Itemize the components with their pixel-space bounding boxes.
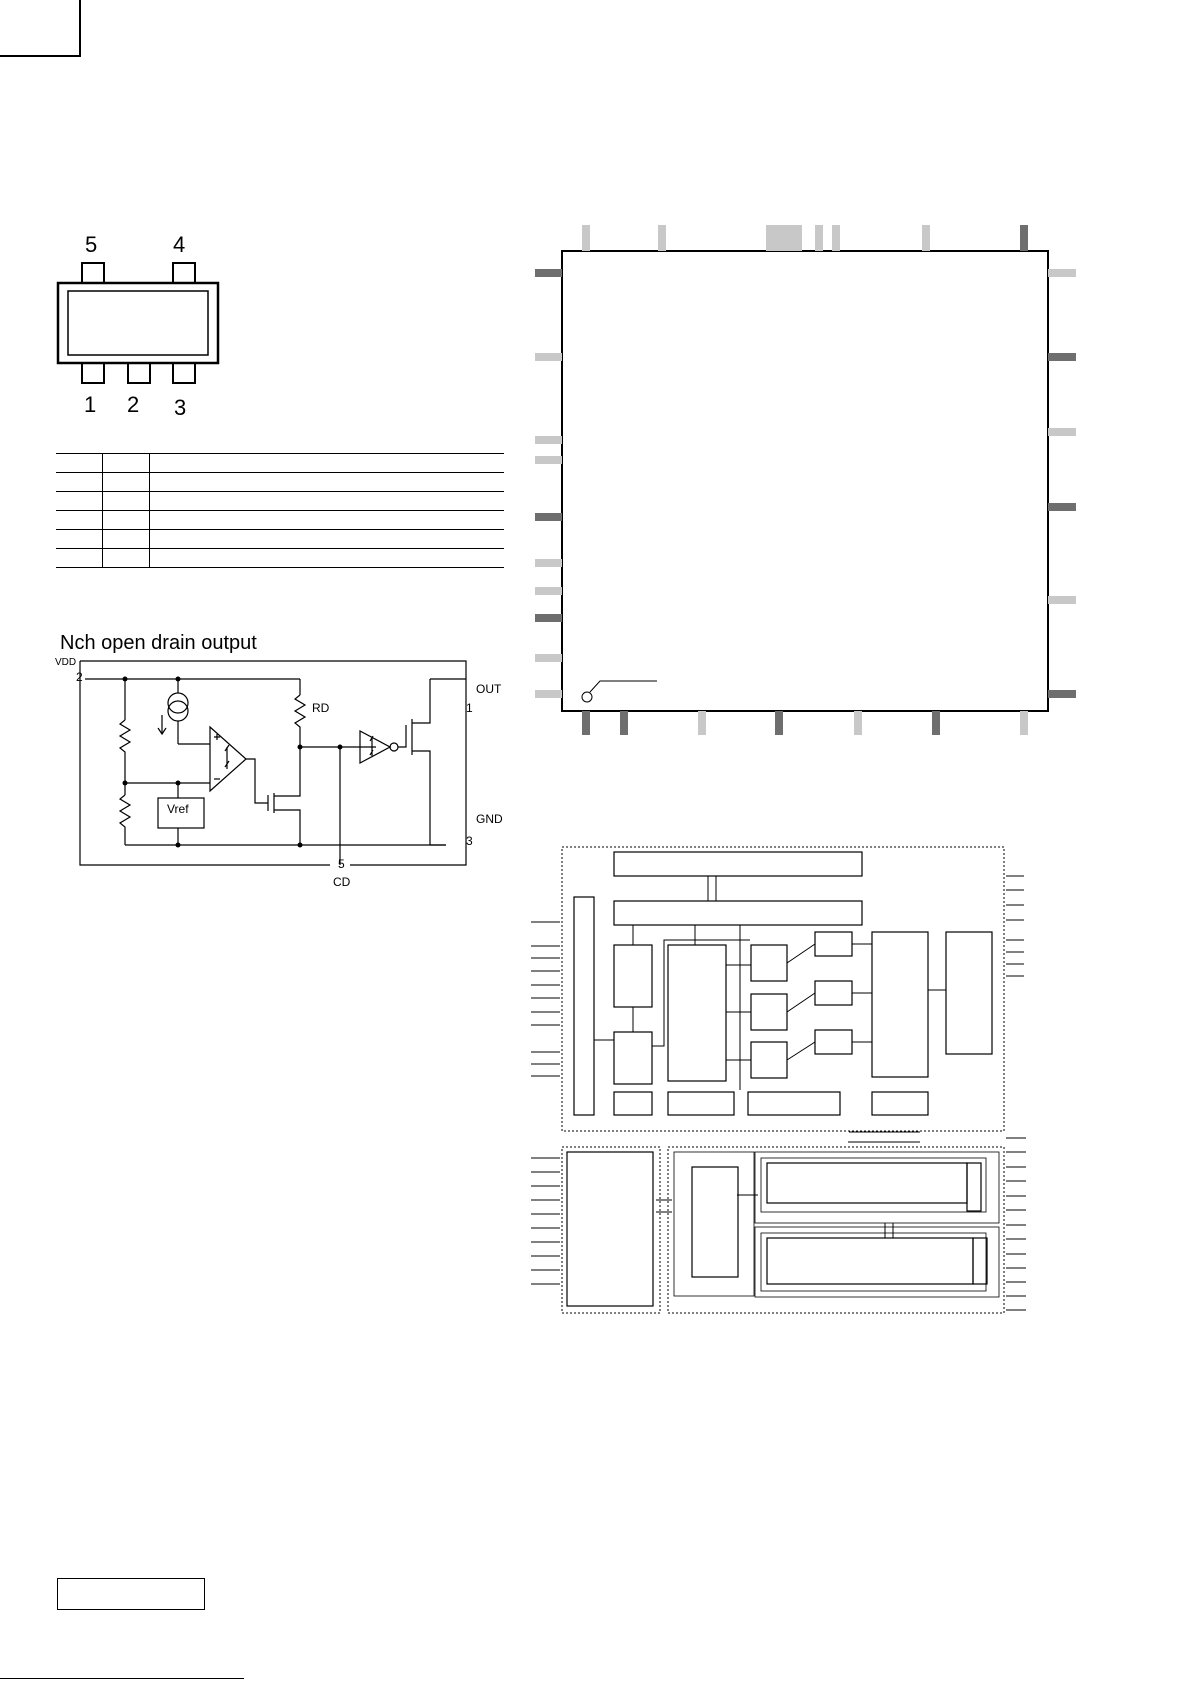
table-row xyxy=(56,530,504,549)
table-row xyxy=(56,511,504,530)
block-diagram xyxy=(530,840,1090,1330)
table-row xyxy=(56,549,504,568)
pin-label-4: 4 xyxy=(173,232,186,257)
table-row xyxy=(56,454,504,473)
rd-label: RD xyxy=(312,701,330,715)
pin-label-5: 5 xyxy=(85,232,98,257)
page-corner-frame xyxy=(0,0,81,57)
pin-label-2: 2 xyxy=(127,392,140,417)
package-drawing xyxy=(40,225,240,425)
pin-function-table xyxy=(56,453,504,568)
pin3-label: 3 xyxy=(466,834,473,848)
cd-label: CD xyxy=(333,875,351,889)
package-outline xyxy=(40,225,240,425)
out-label: OUT xyxy=(476,682,502,696)
page-footer-box xyxy=(57,1578,205,1610)
pin-label-3: 3 xyxy=(174,395,187,420)
block-diagram-drawing xyxy=(530,840,1090,1330)
pin5-label: 5 xyxy=(338,857,345,871)
qfp-outline xyxy=(530,220,1090,750)
gnd-label: GND xyxy=(476,812,503,826)
circuit-diagram xyxy=(50,655,520,895)
circuit-schematic xyxy=(50,655,520,895)
vref-label: Vref xyxy=(167,802,189,816)
qfp-package-diagram xyxy=(530,220,1090,750)
pin2-label: 2 xyxy=(76,670,83,684)
circuit-title: Nch open drain output xyxy=(60,632,257,654)
vdd-label: VDD xyxy=(55,657,77,668)
pin-label-1: 1 xyxy=(84,392,97,417)
table-row xyxy=(56,492,504,511)
page-footer-rule xyxy=(0,1678,244,1679)
pin1-label: 1 xyxy=(466,701,473,715)
table-row xyxy=(56,473,504,492)
